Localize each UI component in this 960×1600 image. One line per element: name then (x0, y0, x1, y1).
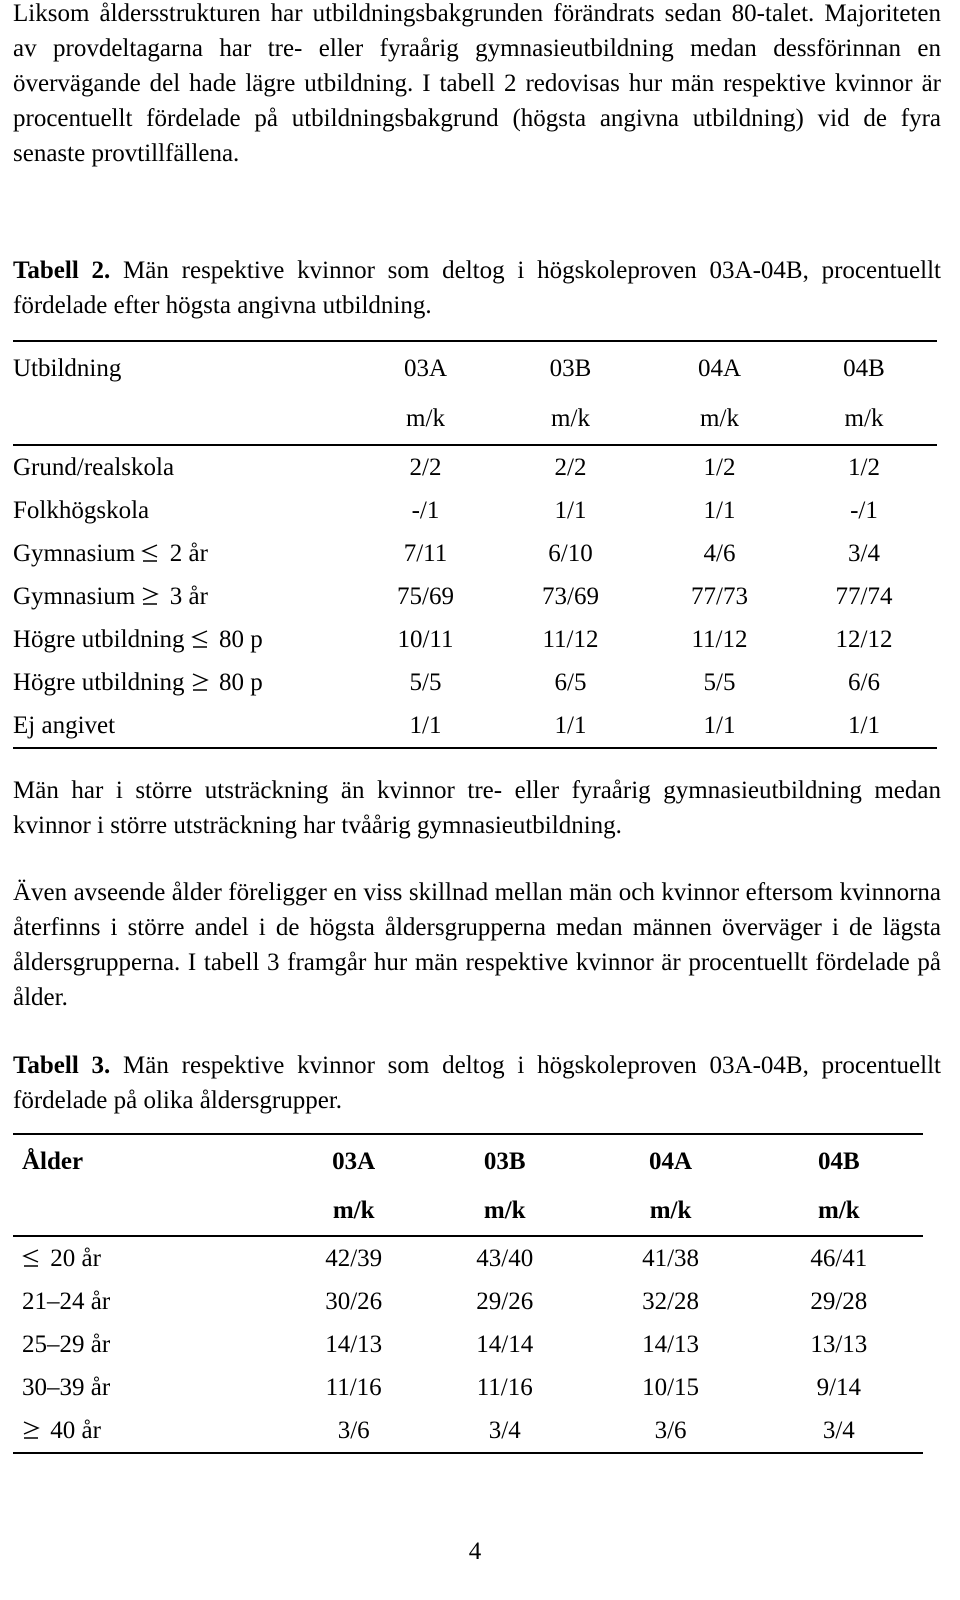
table2-row-label-text: 2 år (163, 539, 208, 567)
table2-cell: 6/10 (548, 539, 593, 567)
greater-or-equal-symbol (141, 583, 163, 611)
table3-cell: 29/26 (476, 1287, 534, 1315)
table3-caption-text: Män respektive kvinnor som deltog i högskoleproven 03A-04B, procentuellt fördelade på olika åldersgrupper. (13, 1052, 941, 1114)
table2-cell: 5/5 (703, 668, 736, 696)
table2-row-label (13, 575, 358, 618)
table2-cell: 7/11 (403, 539, 448, 567)
table2-cell: 3/4 (848, 539, 880, 567)
table3-cell: 43/40 (476, 1244, 534, 1272)
table2-caption-text: Män respektive kvinnor som deltog i högskoleproven 03A-04B, procentuellt fördelade efter högsta angivna utbildning. (13, 257, 941, 319)
table2-header-cell: 03B (549, 355, 592, 382)
table2-row-label-text: Gymnasium (13, 539, 142, 567)
table2-header-cell: 04B (843, 355, 885, 382)
table2-cell: 1/1 (703, 711, 736, 739)
table2-subheader-cell: m/k (493, 394, 648, 445)
table2-cell: 1/1 (848, 711, 880, 739)
table3-cell: 30/26 (325, 1287, 383, 1315)
table3-row (13, 1236, 923, 1280)
table3-subheader-cell: m/k (755, 1187, 923, 1236)
greater-or-equal-symbol (191, 669, 213, 697)
table3-cell: 42/39 (325, 1244, 383, 1272)
table3-row (13, 1280, 923, 1323)
table2-row (13, 661, 937, 704)
education-table (13, 340, 937, 749)
table3-cell: 9/14 (816, 1373, 862, 1401)
table2-cell: 12/12 (835, 625, 893, 653)
table2-caption (13, 253, 941, 323)
table3-cell: 11/16 (476, 1373, 533, 1401)
table2-row-label-text: 3 år (163, 582, 208, 610)
table2-row-label-text: 80 p (212, 668, 263, 696)
table2-row-label-text: Högre utbildning (13, 668, 191, 696)
table2-body (13, 445, 937, 748)
table3-header-cell: Ålder (22, 1148, 84, 1175)
table3-row (13, 1323, 923, 1366)
table3-cell: 41/38 (642, 1244, 700, 1272)
table3-row-label (13, 1409, 284, 1453)
table2-subheader-cell: m/k (791, 394, 937, 445)
table2-cell: 4/6 (703, 539, 736, 567)
table3-row (13, 1366, 923, 1409)
paragraph-gender-age: Även avseende ålder föreligger en viss skillnad mellan män och kvinnor eftersom kvinnorna återfinns i större andel i de högsta åldersgrupperna medan männen överväger i de lägsta åldersgrupperna. I tabell 3 framgår hur män respektive kvinnor är procentuellt fördelade på ålder. (13, 879, 941, 1011)
table2-cell: 1/1 (703, 496, 736, 524)
table2-cell: 77/73 (691, 582, 748, 610)
table2-cell: 2/2 (554, 453, 587, 481)
table2-row-label: Grund/realskola (13, 453, 175, 481)
table3-cell: 14/14 (476, 1330, 534, 1358)
table2-row-label-text: 80 p (212, 625, 263, 653)
table2-header-cell: 04A (697, 355, 742, 382)
table2-cell: 10/11 (397, 625, 454, 653)
table2-row (13, 575, 937, 618)
table2-cell: 11/12 (542, 625, 599, 653)
table3-cell: 46/41 (810, 1244, 868, 1272)
intro-paragraph: Liksom åldersstrukturen har utbildningsbakgrunden förändrats sedan 80-talet. Majoriteten av provdeltagarna har tre- eller fyraårig gymnasieutbildning medan dessförinnan en övervägande del hade lägre utbildning. I tabell 2 redovisas hur män respektive kvinnor är procentuellt fördelade på utbildningsbakgrund (högsta angivna utbildning) vid de fyra senaste provtillfällena. (13, 0, 941, 167)
table2-row-label-text: Gymnasium (13, 582, 142, 610)
table2-header-row (13, 341, 937, 394)
less-or-equal-symbol (191, 626, 213, 654)
table3-header-cell: 03A (332, 1148, 376, 1175)
table2-row (13, 532, 937, 575)
table3-row-label-text: 20 år (44, 1244, 101, 1272)
table2-subheader-cell: m/k (358, 394, 493, 445)
table3-subheader-cell: m/k (423, 1187, 586, 1236)
table3-row-label-text: 40 år (44, 1416, 101, 1444)
table2-row (13, 445, 937, 489)
table2-cell: 77/74 (835, 582, 893, 610)
table3-cell: 3/4 (488, 1416, 521, 1444)
table3-header-cell: 04A (649, 1148, 693, 1175)
paragraph-gender-education: Män har i större utsträckning än kvinnor tre- eller fyraårig gymnasieutbildning medan kvinnor i större utsträckning har tvåårig gymnasieutbildning. (13, 777, 941, 839)
table2-header-cell: 03A (403, 355, 448, 382)
table3-row-label: 21–24 år (22, 1287, 111, 1315)
table3-subheader-cell: m/k (586, 1187, 754, 1236)
table2-caption-label: Tabell 2. (13, 257, 111, 284)
table2-cell: 6/6 (848, 668, 880, 696)
table2-cell: 1/1 (409, 711, 442, 739)
table3-caption (13, 1048, 941, 1118)
table3-cell: 3/6 (654, 1416, 687, 1444)
greater-or-equal-symbol (22, 1417, 44, 1445)
less-or-equal-symbol (22, 1245, 44, 1273)
table2-cell: 2/2 (409, 453, 442, 481)
table3-header-cell: 03B (483, 1148, 526, 1175)
table3-row-label: 30–39 år (22, 1373, 111, 1401)
table3-caption-label: Tabell 3. (13, 1052, 111, 1079)
table2-cell: -/1 (850, 496, 878, 524)
table3-cell: 13/13 (810, 1330, 868, 1358)
table3-row (13, 1409, 923, 1453)
table2-cell: 6/5 (554, 668, 587, 696)
table2-row (13, 489, 937, 532)
table3-cell: 11/16 (325, 1373, 382, 1401)
table3-row-label: 25–29 år (22, 1330, 111, 1358)
table3-cell: 14/13 (325, 1330, 383, 1358)
table2-row-label (13, 532, 358, 575)
table2-subheader-cell (13, 394, 358, 445)
table2-row-label-text: Högre utbildning (13, 625, 191, 653)
table3-body (13, 1236, 923, 1453)
table2-row-label (13, 618, 358, 661)
table3-cell: 3/4 (822, 1416, 855, 1444)
table2-cell: 1/2 (703, 453, 736, 481)
table3-header-cell: 04B (818, 1148, 860, 1175)
table2-cell: 75/69 (397, 582, 454, 610)
page-number: 4 (468, 1538, 482, 1565)
table2-cell: 1/1 (554, 496, 587, 524)
table3-cell: 3/6 (337, 1416, 370, 1444)
table2-cell: -/1 (411, 496, 440, 524)
table2-subheader-cell: m/k (648, 394, 791, 445)
table3-row-label (13, 1236, 284, 1280)
table2-row-label (13, 661, 358, 704)
table2-row (13, 618, 937, 661)
table3-cell: 29/28 (810, 1287, 868, 1315)
table2-row-label: Ej angivet (13, 711, 116, 739)
less-or-equal-symbol (141, 540, 163, 568)
table2-row (13, 704, 937, 748)
table2-row-label: Folkhögskola (13, 496, 150, 524)
table3-subheader-cell (13, 1187, 284, 1236)
table3-cell: 32/28 (642, 1287, 700, 1315)
table2-subheader-row (13, 394, 937, 445)
table3-cell: 10/15 (642, 1373, 700, 1401)
age-table (13, 1133, 923, 1454)
table3-subheader-row (13, 1187, 923, 1236)
table2-cell: 11/12 (691, 625, 748, 653)
table2-cell: 1/1 (554, 711, 587, 739)
table3-cell: 14/13 (642, 1330, 700, 1358)
table2-cell: 5/5 (409, 668, 442, 696)
table3-header-row (13, 1134, 923, 1187)
table2-header-cell: Utbildning (13, 355, 122, 382)
table2-cell: 73/69 (542, 582, 599, 610)
table3-subheader-cell: m/k (284, 1187, 423, 1236)
table2-cell: 1/2 (848, 453, 880, 481)
